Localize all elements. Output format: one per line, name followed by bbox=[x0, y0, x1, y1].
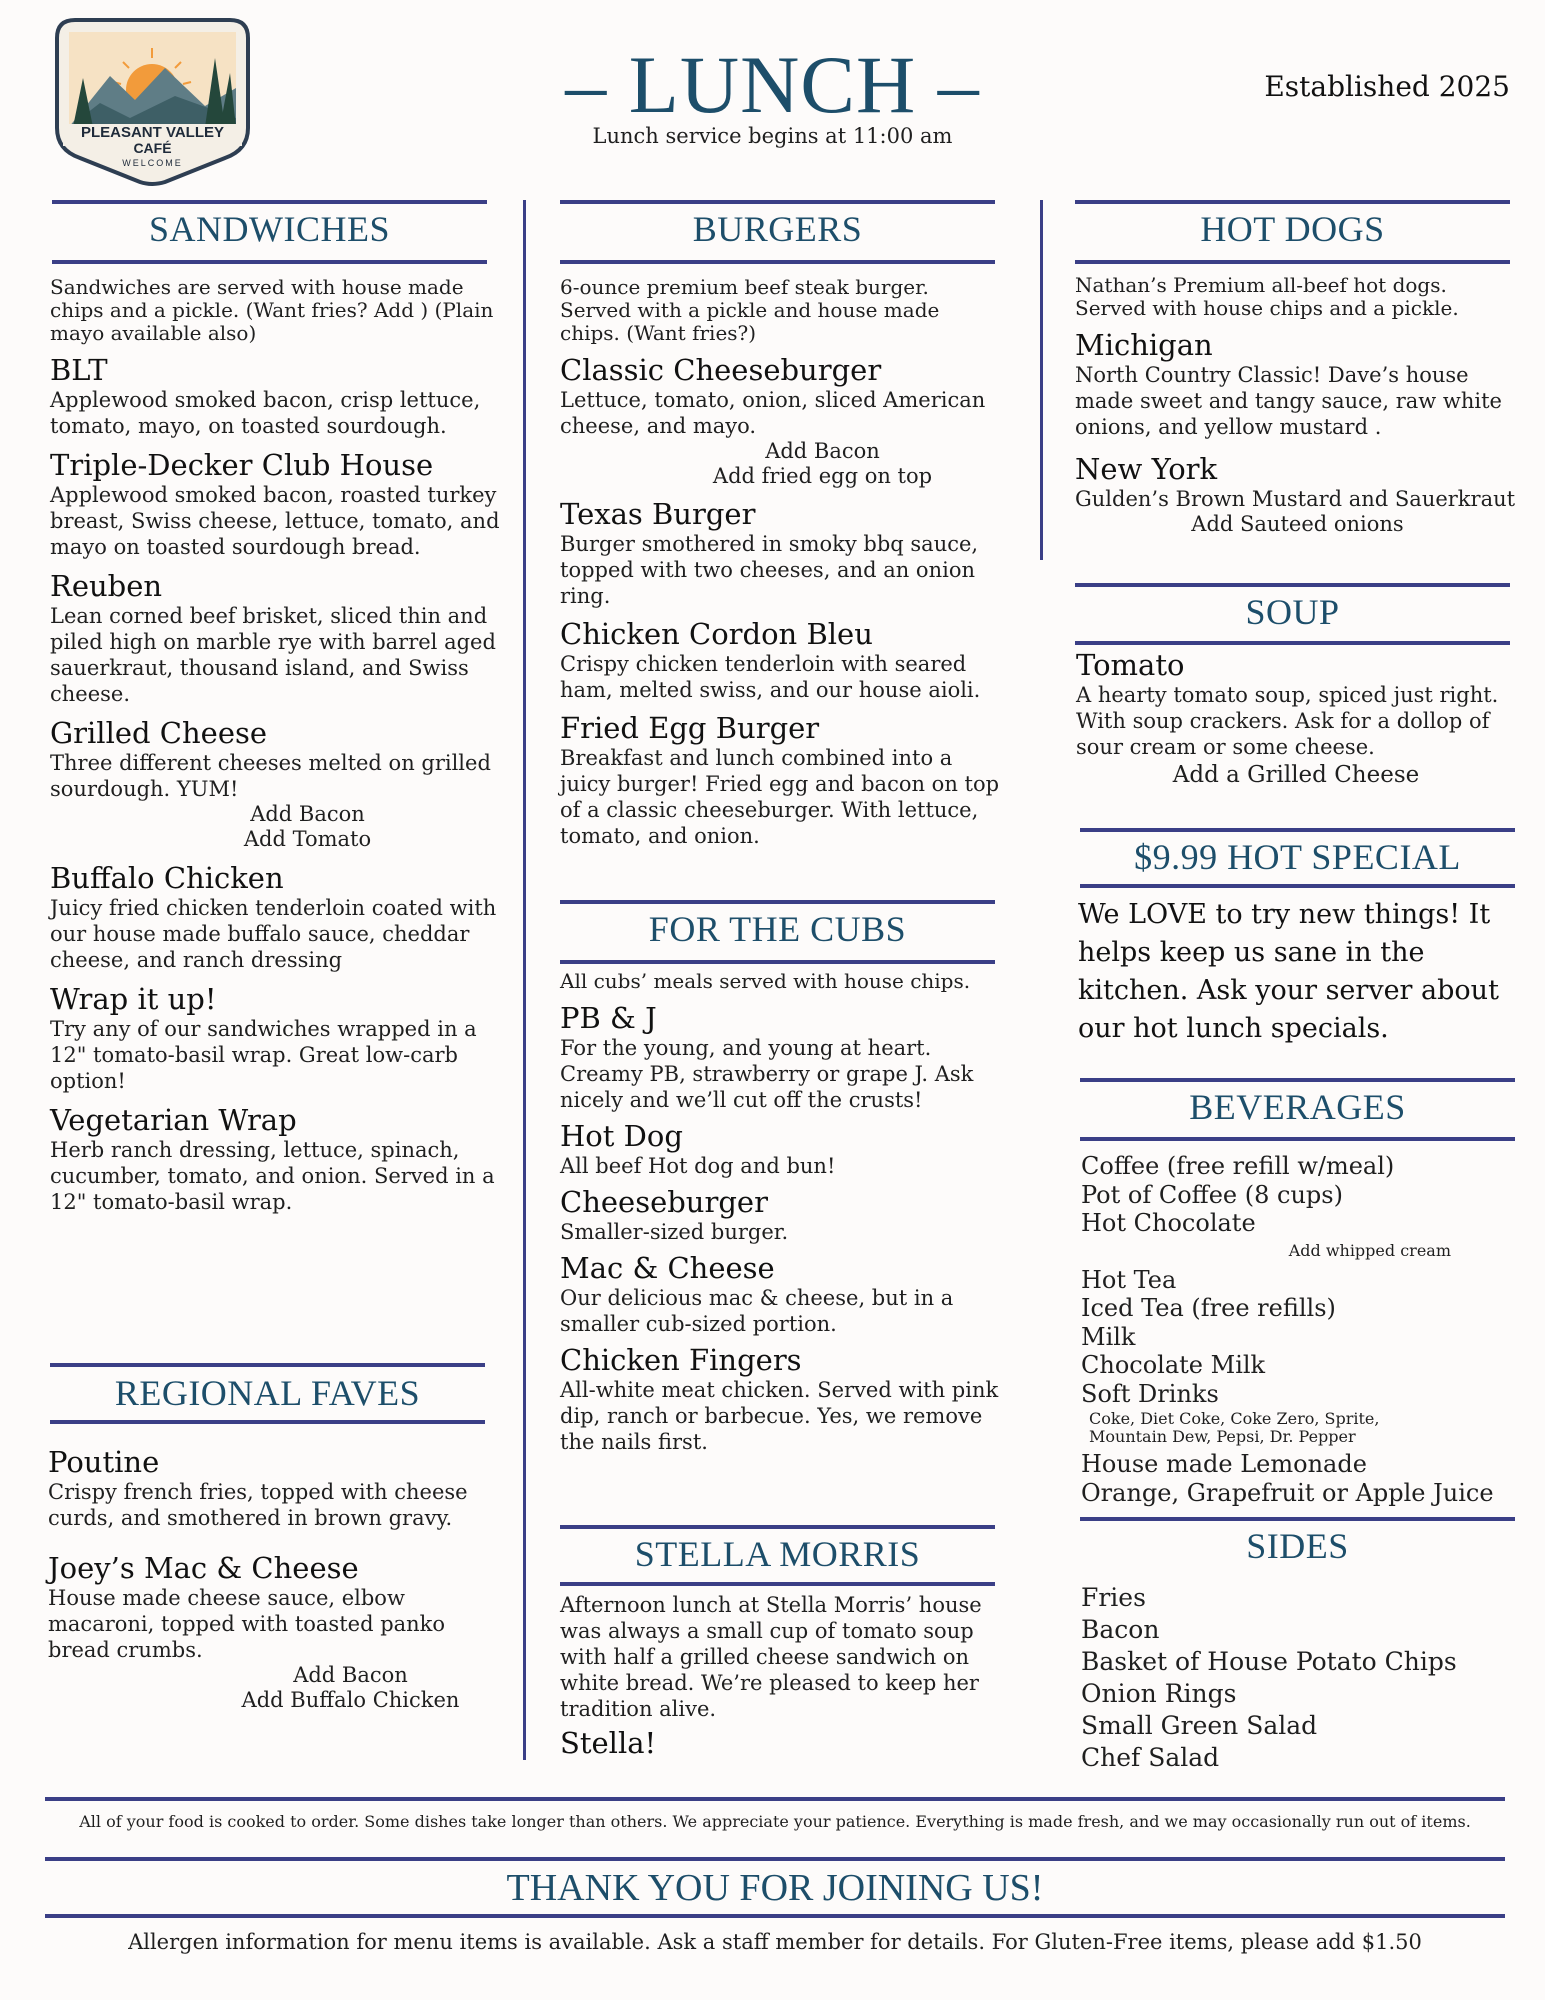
menu-item bbox=[560, 1343, 1005, 1455]
logo-tag: WELCOME bbox=[122, 158, 183, 168]
list-item: Chef Salad bbox=[1081, 1743, 1220, 1772]
thank-you-banner: THANK YOU FOR JOINING US! bbox=[506, 1867, 1044, 1909]
cubs-rule-bottom bbox=[560, 960, 995, 964]
beverages-title: BEVERAGES bbox=[1189, 1087, 1406, 1127]
soft-drinks-list: Coke, Diet Coke, Coke Zero, Sprite, Mountain Dew, Pepsi, Dr. Pepper bbox=[1089, 1409, 1380, 1446]
page-title: – LUNCH – bbox=[565, 39, 980, 130]
menu-item-desc: Smaller-sized burger. bbox=[560, 1220, 789, 1244]
soup-section bbox=[1076, 648, 1516, 788]
sandwiches-rule-top bbox=[52, 200, 487, 204]
menu-item bbox=[560, 1001, 1005, 1113]
footer-rule-2 bbox=[45, 1857, 1505, 1861]
menu-item bbox=[48, 1445, 503, 1531]
menu-item-name: Fried Egg Burger bbox=[560, 711, 820, 745]
special-rule-top bbox=[1080, 828, 1515, 832]
menu-item bbox=[50, 353, 505, 439]
hotdogs-section bbox=[1075, 274, 1520, 549]
menu-item-desc: Lettuce, tomato, onion, sliced American cheese, and mayo. bbox=[560, 388, 986, 438]
regional-title: REGIONAL FAVES bbox=[114, 1373, 421, 1413]
hotdogs-intro: Nathan’s Premium all-beef hot dogs. Served with house chips and a pickle. bbox=[1075, 273, 1459, 320]
stella-title: STELLA MORRIS bbox=[634, 1534, 921, 1574]
menu-item-desc: Applewood smoked bacon, crisp lettuce, tomato, mayo, on toasted sourdough. bbox=[50, 388, 481, 438]
menu-item-name: Cheeseburger bbox=[560, 1185, 768, 1219]
menu-item-name: Reuben bbox=[50, 569, 163, 603]
menu-item-name: Poutine bbox=[48, 1445, 160, 1479]
list-item: Coffee (free refill w/meal) bbox=[1081, 1152, 1395, 1180]
beverages-list-a bbox=[1081, 1152, 1521, 1238]
burgers-section bbox=[560, 276, 1005, 857]
sandwiches-list bbox=[50, 353, 505, 1215]
menu-item bbox=[50, 1103, 505, 1215]
cubs-section bbox=[560, 970, 1005, 1461]
list-item: House made Lemonade bbox=[1081, 1450, 1367, 1478]
menu-item bbox=[50, 716, 505, 852]
regional-list bbox=[48, 1445, 503, 1713]
menu-item-desc: Breakfast and lunch combined into a juicy burger! Fried egg and bacon on top of a classic cheeseburger. With lettuce, tomato, and onion. bbox=[560, 746, 1000, 848]
hotdogs-list bbox=[1075, 328, 1520, 537]
menu-item bbox=[50, 861, 505, 973]
cafe-logo bbox=[55, 18, 250, 186]
soup-rule-bottom bbox=[1075, 641, 1510, 645]
list-item: Iced Tea (free refills) bbox=[1081, 1294, 1336, 1322]
allergen-note: Allergen information for menu items is available. Ask a staff member for details. For Gluten-Free items, please add $1.50 bbox=[128, 1930, 1422, 1954]
soup-rule-top bbox=[1075, 583, 1510, 587]
burgers-rule-top bbox=[560, 200, 995, 204]
menu-item-desc: Burger smothered in smoky bbq sauce, topped with two cheeses, and an onion ring. bbox=[560, 532, 979, 608]
menu-item-add-ons: Add Bacon Add fried egg on top bbox=[712, 439, 933, 488]
menu-item-name: Grilled Cheese bbox=[50, 716, 268, 750]
footer-note: All of your food is cooked to order. Some dishes take longer than others. We appreciate your patience. Everything is made fresh, and we may occasionally run out of items. bbox=[79, 1812, 1471, 1831]
burgers-rule-bottom bbox=[560, 260, 995, 264]
menu-item bbox=[560, 497, 1005, 609]
soup-name: Tomato bbox=[1076, 648, 1185, 682]
logo-name: PLEASANT VALLEY bbox=[80, 124, 225, 141]
special-title: $9.99 HOT SPECIAL bbox=[1134, 837, 1461, 877]
menu-item bbox=[560, 711, 1005, 849]
menu-item-name: Chicken Cordon Bleu bbox=[560, 617, 873, 651]
sandwiches-section bbox=[50, 276, 505, 1224]
menu-item-desc: For the young, and young at heart. Creamy PB, strawberry or grape J. Ask nicely and we’ll cut off the crusts! bbox=[560, 1036, 974, 1112]
menu-item bbox=[48, 1551, 503, 1713]
list-item: Chocolate Milk bbox=[1081, 1351, 1266, 1379]
menu-item bbox=[560, 1185, 1005, 1245]
menu-item-desc: Herb ranch dressing, lettuce, spinach, cucumber, tomato, and onion. Served in a 12" tomato-basil wrap. bbox=[50, 1138, 495, 1214]
stella-rule-bottom bbox=[560, 1582, 995, 1586]
sides-rule-top bbox=[1080, 1517, 1515, 1521]
list-item: Milk bbox=[1081, 1322, 1136, 1351]
list-item: Soft Drinks bbox=[1081, 1379, 1219, 1408]
list-item: Bacon bbox=[1081, 1615, 1160, 1644]
cubs-intro: All cubs’ meals served with house chips. bbox=[560, 969, 971, 993]
sandwiches-intro: Sandwiches are served with house made chips and a pickle. (Want fries? Add ) (Plain mayo available also) bbox=[50, 275, 494, 345]
menu-item-desc: Applewood smoked bacon, roasted turkey breast, Swiss cheese, lettuce, tomato, and mayo on toasted sourdough bread. bbox=[50, 483, 500, 559]
list-item: Orange, Grapefruit or Apple Juice bbox=[1081, 1478, 1494, 1507]
menu-item-name: New York bbox=[1075, 452, 1218, 486]
sandwiches-rule-bottom bbox=[52, 260, 487, 264]
burgers-list bbox=[560, 353, 1005, 849]
column-divider-right bbox=[1040, 200, 1043, 560]
menu-item-desc: House made cheese sauce, elbow macaroni, topped with toasted panko bread crumbs. bbox=[48, 1586, 446, 1662]
list-item: Hot Tea bbox=[1081, 1265, 1177, 1294]
stella-name: Stella! bbox=[560, 1726, 657, 1760]
soup-title: SOUP bbox=[1245, 592, 1340, 632]
menu-item bbox=[560, 353, 1005, 489]
regional-rule-bottom bbox=[50, 1420, 485, 1424]
sides-title: SIDES bbox=[1246, 1526, 1349, 1566]
menu-item-name: Joey’s Mac & Cheese bbox=[48, 1551, 359, 1585]
menu-item-name: Vegetarian Wrap bbox=[50, 1103, 297, 1137]
stella-section bbox=[560, 1592, 1005, 1760]
menu-item-desc: Gulden’s Brown Mustard and Sauerkraut bbox=[1075, 487, 1516, 511]
established-label: Established 2025 bbox=[1264, 70, 1510, 103]
cubs-rule-top bbox=[560, 900, 995, 904]
footer-rule-1 bbox=[45, 1797, 1505, 1801]
stella-rule-top bbox=[560, 1525, 995, 1529]
list-item: Hot Chocolate bbox=[1081, 1209, 1256, 1237]
soup-add-on: Add a Grilled Cheese bbox=[1172, 762, 1420, 788]
menu-item-name: Texas Burger bbox=[560, 497, 756, 531]
whipped-cream-note: Add whipped cream bbox=[1288, 1240, 1451, 1260]
menu-item bbox=[50, 569, 505, 707]
soup-desc: A hearty tomato soup, spiced just right. With soup crackers. Ask for a dollop of sour cream or some cheese. bbox=[1076, 683, 1499, 759]
menu-item bbox=[560, 617, 1005, 703]
menu-item-desc: Three different cheeses melted on grilled sourdough. YUM! bbox=[50, 751, 491, 801]
beverages-section bbox=[1081, 1152, 1521, 1507]
burgers-title: BURGERS bbox=[692, 209, 863, 249]
menu-item bbox=[560, 1251, 1005, 1337]
menu-item-desc: Our delicious mac & cheese, but in a smaller cub-sized portion. bbox=[560, 1286, 954, 1336]
menu-item-desc: North Country Classic! Dave’s house made sweet and tangy sauce, raw white onions, and yellow mustard . bbox=[1075, 363, 1502, 439]
regional-section bbox=[48, 1445, 503, 1733]
cubs-title: FOR THE CUBS bbox=[648, 909, 907, 949]
menu-item bbox=[560, 1119, 1005, 1179]
menu-item-add-ons: Add Sauteed onions bbox=[1191, 512, 1404, 536]
menu-item-desc: Juicy fried chicken tenderloin coated with our house made buffalo sauce, cheddar cheese, and ranch dressing bbox=[50, 896, 497, 972]
list-item: Small Green Salad bbox=[1081, 1711, 1318, 1740]
hotdogs-title: HOT DOGS bbox=[1200, 209, 1385, 249]
menu-item-desc: Lean corned beef brisket, sliced thin and piled high on marble rye with barrel aged sauerkraut, thousand island, and Swiss cheese. bbox=[50, 604, 496, 706]
menu-item-desc: Crispy chicken tenderloin with seared ham, melted swiss, and our house aioli. bbox=[560, 652, 981, 702]
beverages-rule-top bbox=[1080, 1078, 1515, 1082]
regional-rule-top bbox=[50, 1363, 485, 1367]
special-desc: We LOVE to try new things! It helps keep us sane in the kitchen. Ask your server about our hot lunch specials. bbox=[1078, 899, 1499, 1044]
page-subtitle: Lunch service begins at 11:00 am bbox=[592, 124, 953, 148]
beverages-list-b bbox=[1081, 1266, 1521, 1409]
sides-list bbox=[1081, 1582, 1521, 1774]
menu-item-name: Triple-Decker Club House bbox=[50, 448, 434, 482]
hotdogs-rule-top bbox=[1075, 200, 1510, 204]
menu-item bbox=[50, 982, 505, 1094]
menu-item bbox=[1075, 328, 1520, 440]
sides-section bbox=[1081, 1582, 1521, 1774]
menu-item-name: BLT bbox=[50, 353, 108, 387]
list-item: Pot of Coffee (8 cups) bbox=[1081, 1180, 1343, 1209]
sandwiches-title: SANDWICHES bbox=[148, 209, 390, 249]
menu-item-name: Mac & Cheese bbox=[560, 1251, 775, 1285]
burgers-intro: 6-ounce premium beef steak burger. Served with a pickle and house made chips. (Want fries?) bbox=[560, 275, 940, 345]
menu-item-desc: All beef Hot dog and bun! bbox=[560, 1154, 836, 1178]
menu-item-name: Buffalo Chicken bbox=[50, 861, 284, 895]
list-item: Onion Rings bbox=[1081, 1679, 1237, 1708]
special-rule-bottom bbox=[1080, 884, 1515, 888]
hotdogs-rule-bottom bbox=[1075, 260, 1510, 264]
list-item: Fries bbox=[1081, 1583, 1146, 1612]
menu-item-name: Classic Cheeseburger bbox=[560, 353, 882, 387]
stella-desc: Afternoon lunch at Stella Morris’ house was always a small cup of tomato soup with half a grilled cheese sandwich on white bread. We’re pleased to keep her tradition alive. bbox=[560, 1593, 982, 1721]
menu-item-add-ons: Add Bacon Add Tomato bbox=[243, 802, 372, 851]
menu-item-desc: All-white meat chicken. Served with pink dip, ranch or barbecue. Yes, we remove the nails first. bbox=[560, 1378, 999, 1454]
beverages-list-c bbox=[1081, 1450, 1521, 1507]
menu-item-add-ons: Add Bacon Add Buffalo Chicken bbox=[241, 1663, 460, 1712]
beverages-rule-bottom bbox=[1080, 1137, 1515, 1141]
cubs-list bbox=[560, 1001, 1005, 1455]
menu-item bbox=[50, 448, 505, 560]
menu-item-name: Michigan bbox=[1075, 328, 1213, 362]
menu-item-desc: Try any of our sandwiches wrapped in a 12" tomato-basil wrap. Great low-carb option! bbox=[50, 1017, 477, 1093]
list-item: Basket of House Potato Chips bbox=[1081, 1647, 1457, 1676]
logo-sub: CAFÉ bbox=[133, 140, 172, 156]
menu-item-name: Wrap it up! bbox=[50, 982, 217, 1016]
footer-rule-3 bbox=[45, 1914, 1505, 1918]
menu-item-desc: Crispy french fries, topped with cheese curds, and smothered in brown gravy. bbox=[48, 1480, 468, 1530]
menu-item-name: Hot Dog bbox=[560, 1119, 683, 1153]
column-divider-left bbox=[523, 200, 526, 1760]
menu-item-name: PB & J bbox=[560, 1001, 657, 1035]
menu-item bbox=[1075, 452, 1520, 537]
menu-item-name: Chicken Fingers bbox=[560, 1343, 802, 1377]
